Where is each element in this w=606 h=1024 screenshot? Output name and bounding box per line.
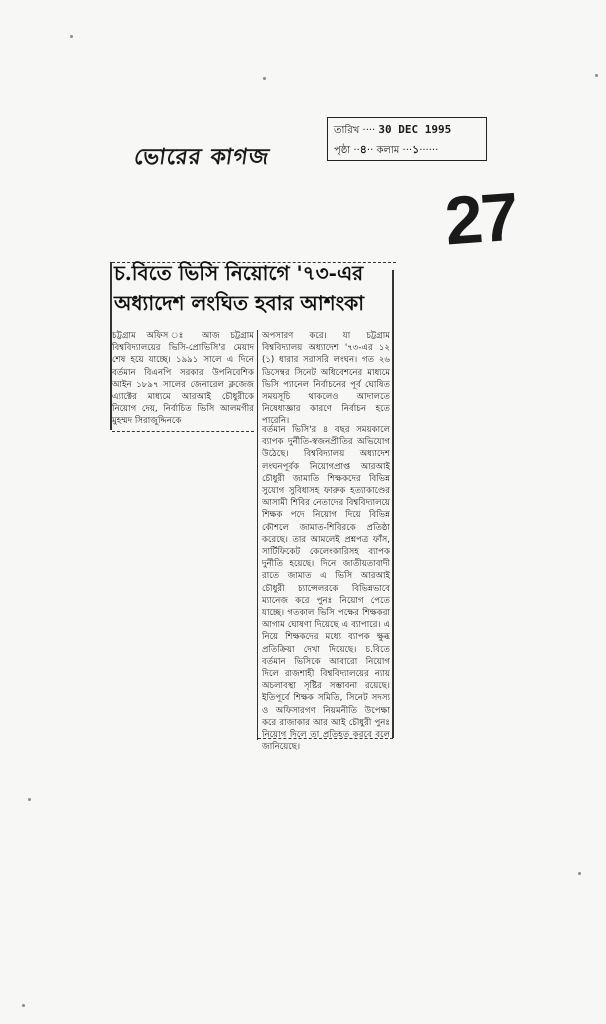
stamp-page-label: পৃষ্ঠা bbox=[334, 145, 351, 156]
archive-stamp bbox=[327, 117, 487, 161]
article-column-right-bottom: বর্তমান ভিসি'র ৪ বছর সময়কালে ব্যাপক দুর্নীতি-স্বজনপ্রীতির অভিযোগ উঠেছে। বিশ্ববিদ্যালয় অধ্যাদেশ লংঘনপূর্বক নিয়োগপ্রাপ্ত আরআই চৌধুরী জামাতি শিক্ষকদের বিভিন্ন সুযোগ সুবিধাসহ ফারুক হত্যাকাণ্ডের আসামী শিবির নেতাদের বিশ্ববিদ্যালয়ে শিক্ষক পদে নিয়োগ দিয়ে বিভিন্ন কৌশলে জামাত-শিবিরকে প্রতিষ্ঠা করেছে। তার আমলেই প্রশ্নপত্র ফাঁস, সার্টিফিকেট কেলেংকারিসহ ব্যাপক দুর্নীতি হয়েছে। দিনে জাতীয়তাবাদী রাতে জামাত এ ভিসি আরআই চৌধুরী চ্যান্সেলরকে বিভিন্নভাবে ম্যানেজ করে পুনঃ নিয়োগ পেতে যাচ্ছে। গতকাল ভিসি পক্ষের শিক্ষকরা আগাম ঘোষণা দিয়েছে এ ব্যাপারে। এ নিয়ে শিক্ষকদের মধ্যে ব্যাপক ক্ষুব্ধ প্রতিক্রিয়া দেখা দিয়েছে। চ.বিতে বর্তমান ভিসিকে আবারো নিয়োগ দিলে রাজশাহী বিশ্ববিদ্যালয়ের ন্যায় অচলাবস্থা সৃষ্টির সম্ভাবনা রয়েছে। ইতিপূর্বে শিক্ষক সমিতি, সিনেট সদস্য ও অফিসারগণ নিয়মনীতি উপেক্ষা করে রাজাকার আর আই চৌধুরী পুনঃ নিয়োগ দিলে তা প্রতিহত করবে বলে জানিয়েছে। bbox=[262, 425, 390, 753]
clipping-left-bottom-border bbox=[112, 431, 254, 432]
headline-line-1: চ.বিতে ভিসি নিয়োগে '৭৩-এর bbox=[114, 261, 364, 285]
stamp-page-value: ৪ bbox=[359, 143, 367, 156]
stamp-date-label: তারিখ bbox=[334, 125, 360, 136]
stamp-date-value: 30 DEC 1995 bbox=[378, 123, 452, 136]
article-column-left: চট্টগ্রাম অফিস ঃ আজ চট্টগ্রাম বিশ্ববিদ্যালয়ের ভিসি-প্রোভিসি'র মেয়াদ শেষ হয়ে যাচ্ছে। ১৯৯১ সালে এ দিনে বর্তমান বিএনপি সরকার উপনিবেশিক আইন ১৮৯৭ সালের জেনারেল ক্লজেজ এ্যাক্টের মাধ্যমে আরআই চৌধুরীকে নিয়োগ দেয়, নির্বাচিত ভিসি আলমগীর মুহম্মদ সিরাজুদ্দিনকে bbox=[112, 331, 254, 427]
headline-line-2: অধ্যাদেশ লংঘিত হবার আশংকা bbox=[114, 291, 364, 315]
stamp-date-row: তারিখ ···· 30 DEC 1995 bbox=[334, 123, 452, 136]
column-divider bbox=[257, 330, 258, 740]
scan-speck bbox=[28, 798, 31, 801]
scan-speck bbox=[595, 74, 598, 77]
article-column-right-top: অপসারণ করে। যা চট্টগ্রাম বিশ্ববিদ্যালয় অধ্যাদেশ '৭৩-এর ১২ (১) ধারার সরাসরি লংঘন। গত ২৬ ডিসেম্বর সিনেট অধিবেশনের মাধ্যমে ভিসি প্যানেল নির্বাচনের পূর্ব ঘোষিত সময়সূচি থাকলেও আদালতে নিষেধাজ্ঞার কারণে নির্বাচন হতে পারেনি। bbox=[262, 331, 390, 427]
scan-speck bbox=[263, 77, 266, 80]
newspaper-masthead: ভোরের কাগজ bbox=[132, 144, 272, 170]
stamp-column-value: ১ bbox=[412, 143, 420, 156]
article-headline bbox=[114, 258, 404, 318]
stamp-page-row: পৃষ্ঠা ··৪·· কলাম ···১······ bbox=[334, 143, 439, 156]
scan-speck bbox=[22, 1004, 25, 1007]
scan-speck bbox=[578, 872, 581, 875]
stamp-column-label: কলাম bbox=[376, 145, 400, 156]
clipping-right-border bbox=[392, 270, 394, 738]
scan-speck bbox=[70, 35, 73, 38]
handwritten-page-number: 27 bbox=[442, 178, 520, 260]
